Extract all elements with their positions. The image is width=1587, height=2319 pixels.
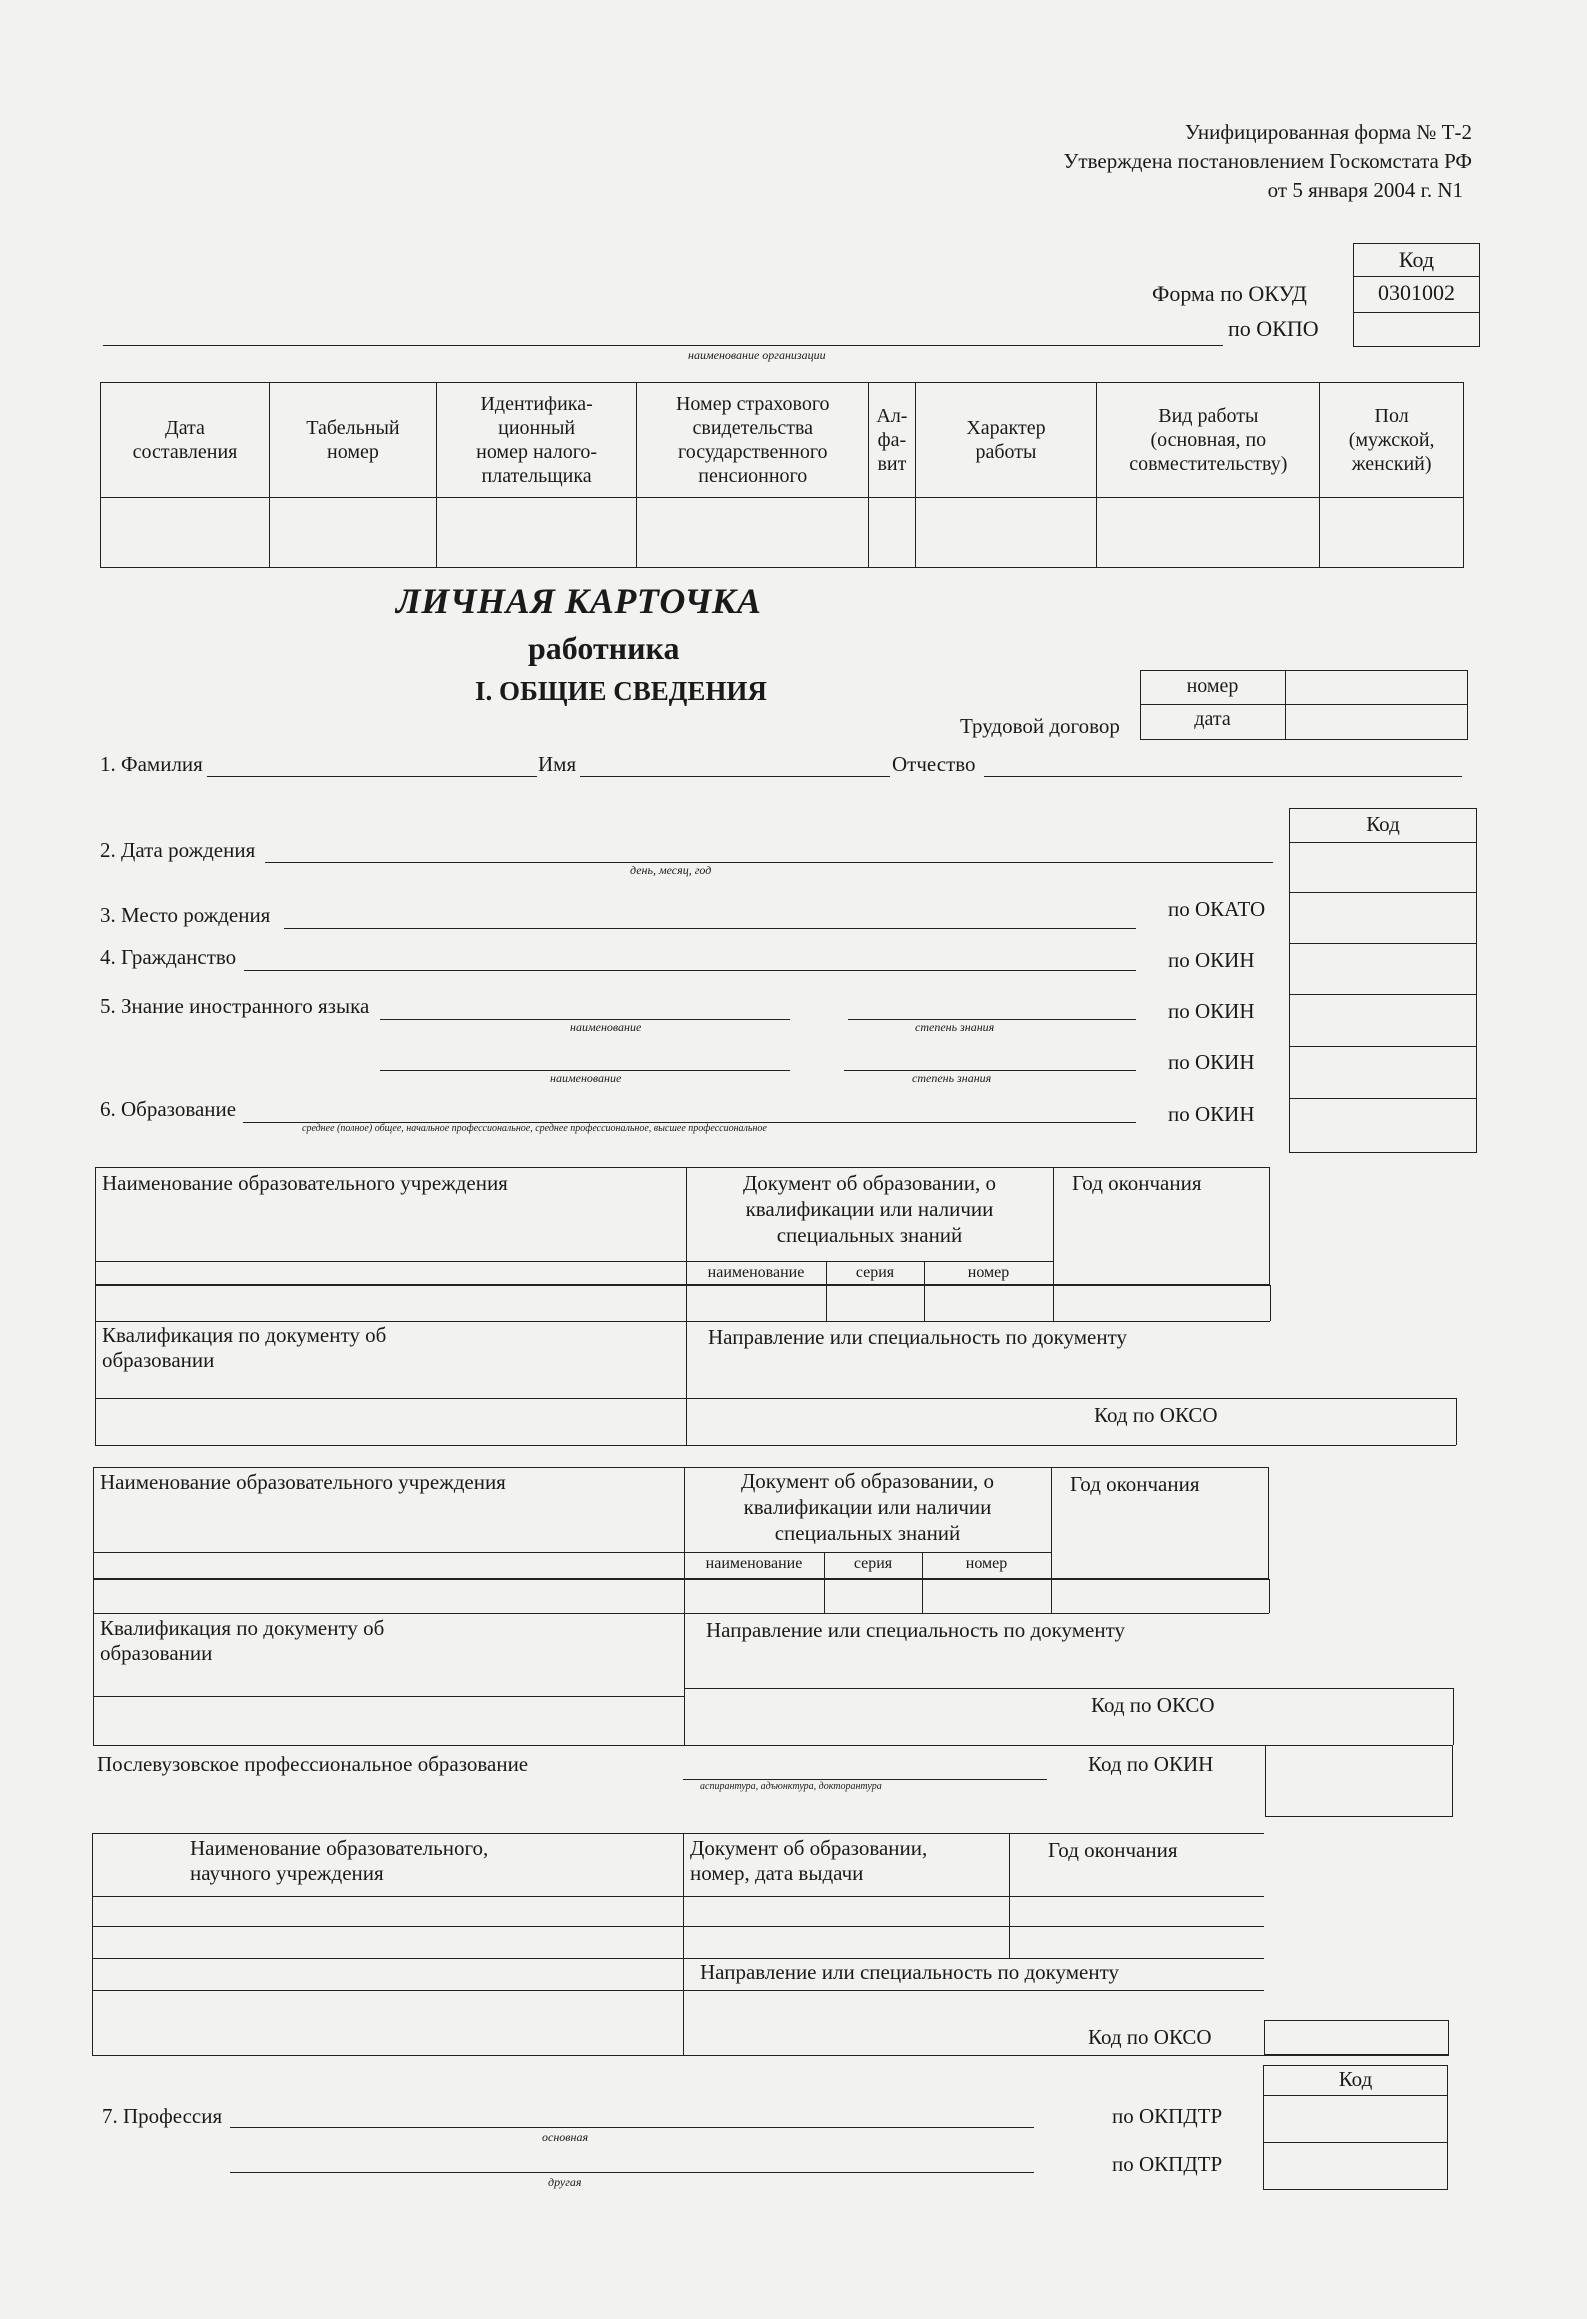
citizenship-okin-label: по ОКИН [1168,948,1255,972]
edu1-qualification-header: Квалификация по документу об образовании [102,1323,387,1372]
contract-date-field[interactable] [1288,706,1466,738]
edu2-institution-header: Наименование образовательного учреждения [100,1470,506,1494]
language1-okin-label: по ОКИН [1168,999,1255,1023]
birthplace-label: 3. Место рождения [100,903,271,927]
edu3-direction-header: Направление или специальность по документу [700,1960,1120,1984]
edu2-doc-series-label: серия [853,1555,893,1572]
edu1-year-header: Год окончания [1072,1171,1202,1195]
edu1-doc-name-label: наименование [707,1264,805,1281]
edu1-doc-series-label: серия [855,1264,895,1281]
edu3-institution-header: Наименование образовательного, научного учреждения [190,1836,489,1885]
birthplace-input[interactable] [284,928,1136,929]
cell-insurance[interactable] [637,498,869,568]
language2-degree-caption: степень знания [912,1071,992,1085]
edu2-document-header: Документ об образовании, о квалификации или наличии специальных знаний [740,1469,994,1545]
name-input[interactable] [580,776,890,777]
surname-input[interactable] [207,776,537,777]
language2-okin-label: по ОКИН [1168,1050,1255,1074]
edu1-document-header: Документ об образовании, о квалификации или наличии специальных знаний [742,1171,996,1247]
profession-main-input[interactable] [230,2127,1034,2128]
profession-other-input[interactable] [230,2172,1034,2173]
th-alphabet: Ал- фа- вит [869,383,915,498]
cell-alphabet[interactable] [869,498,915,568]
profession-okpdtr-2: по ОКПДТР [1112,2152,1223,2176]
edu1-doc-number-label: номер [967,1264,1010,1281]
edu2-qualification-header: Квалификация по документу об образовании [100,1616,385,1665]
organization-line [103,345,1223,346]
contract-date-label: дата [1194,708,1231,730]
cell-gender[interactable] [1320,498,1464,568]
citizenship-input[interactable] [244,970,1136,971]
edu1-okso-label: Код по ОКСО [1094,1403,1218,1427]
top-info-table [100,382,1464,568]
edu3-year-header: Год окончания [1048,1838,1178,1862]
profession-okpdtr-1: по ОКПДТР [1112,2104,1223,2128]
th-work-character: Характер работы [915,383,1097,498]
edu3-okso-label: Код по ОКСО [1088,2025,1212,2049]
edu2-direction-header: Направление или специальность по документу [706,1618,1126,1642]
okato-label: по ОКАТО [1168,897,1266,921]
card-subtitle: работника [528,630,680,666]
surname-label: 1. Фамилия [100,752,203,776]
okpo-label: по ОКПО [1228,316,1319,341]
education-caption: среднее (полное) общее, начальное профессиональное, среднее профессиональное, высшее профессиональное [302,1123,767,1134]
form-header-line1: Унифицированная форма № Т-2 [1184,120,1472,144]
patronymic-input[interactable] [984,776,1462,777]
birthdate-input[interactable] [265,862,1273,863]
edu2-doc-name-label: наименование [705,1555,803,1572]
th-work-type: Вид работы (основная, по совместительству) [1097,383,1320,498]
education-label: 6. Образование [100,1097,237,1121]
cell-inn[interactable] [436,498,636,568]
name-label: Имя [538,752,577,776]
cell-work-character[interactable] [915,498,1097,568]
edu1-institution-header: Наименование образовательного учреждения [102,1171,508,1195]
contract-label: Трудовой договор [960,714,1120,738]
th-gender: Пол (мужской, женский) [1320,383,1464,498]
card-title: ЛИЧНАЯ КАРТОЧКА [396,581,762,621]
cell-work-type[interactable] [1097,498,1320,568]
postgrad-input[interactable] [683,1779,1047,1780]
profession-label: 7. Профессия [102,2104,223,2128]
th-personnel-number: Табельный номер [269,383,436,498]
profession-other-caption: другая [548,2175,582,2189]
edu3-okso-box[interactable] [1264,2020,1449,2055]
edu2-doc-number-label: номер [965,1555,1008,1572]
th-inn: Идентифика- ционный номер налого- плательщика [436,383,636,498]
section-title: I. ОБЩИЕ СВЕДЕНИЯ [475,676,767,706]
cell-date[interactable] [101,498,270,568]
code-header: Код [1398,247,1435,272]
okud-label: Форма по ОКУД [1152,281,1307,306]
form-header-line3: от 5 января 2004 г. N1 [1267,178,1463,202]
contract-number-field[interactable] [1288,672,1466,702]
th-insurance: Номер страхового свидетельства государственного пенсионного [637,383,869,498]
organization-caption: наименование организации [688,348,826,362]
form-header-line2: Утверждена постановлением Госкомстата РФ [1063,149,1472,173]
education-okin-label: по ОКИН [1168,1102,1255,1126]
postgrad-code-box[interactable] [1265,1745,1453,1817]
profession-main-caption: основная [542,2130,589,2144]
patronymic-label: Отчество [892,752,976,776]
language-label: 5. Знание иностранного языка [100,994,370,1018]
postgrad-label: Послевузовское профессиональное образование [97,1752,529,1776]
language1-degree-caption: степень знания [915,1020,995,1034]
cell-personnel-number[interactable] [269,498,436,568]
birthdate-label: 2. Дата рождения [100,838,256,862]
language2-name-caption: наименование [550,1071,622,1085]
edu2-okso-label: Код по ОКСО [1091,1693,1215,1717]
personal-codes-box [1289,808,1477,1153]
okud-value: 0301002 [1378,280,1455,305]
edu3-document-header: Документ об образовании, номер, дата выдачи [690,1836,928,1885]
birthdate-caption: день, месяц, год [630,863,712,877]
profession-code-header: Код [1338,2067,1373,2091]
citizenship-label: 4. Гражданство [100,945,237,969]
th-date: Дата составления [101,383,270,498]
language1-name-caption: наименование [570,1020,642,1034]
edu2-year-header: Год окончания [1070,1472,1200,1496]
contract-number-label: номер [1186,675,1239,697]
personal-codes-header: Код [1366,812,1400,836]
postgrad-okin-label: Код по ОКИН [1088,1752,1214,1776]
postgrad-caption: аспирантура, адъюнктура, докторантура [700,1781,882,1792]
edu1-direction-header: Направление или специальность по документу [708,1325,1128,1349]
